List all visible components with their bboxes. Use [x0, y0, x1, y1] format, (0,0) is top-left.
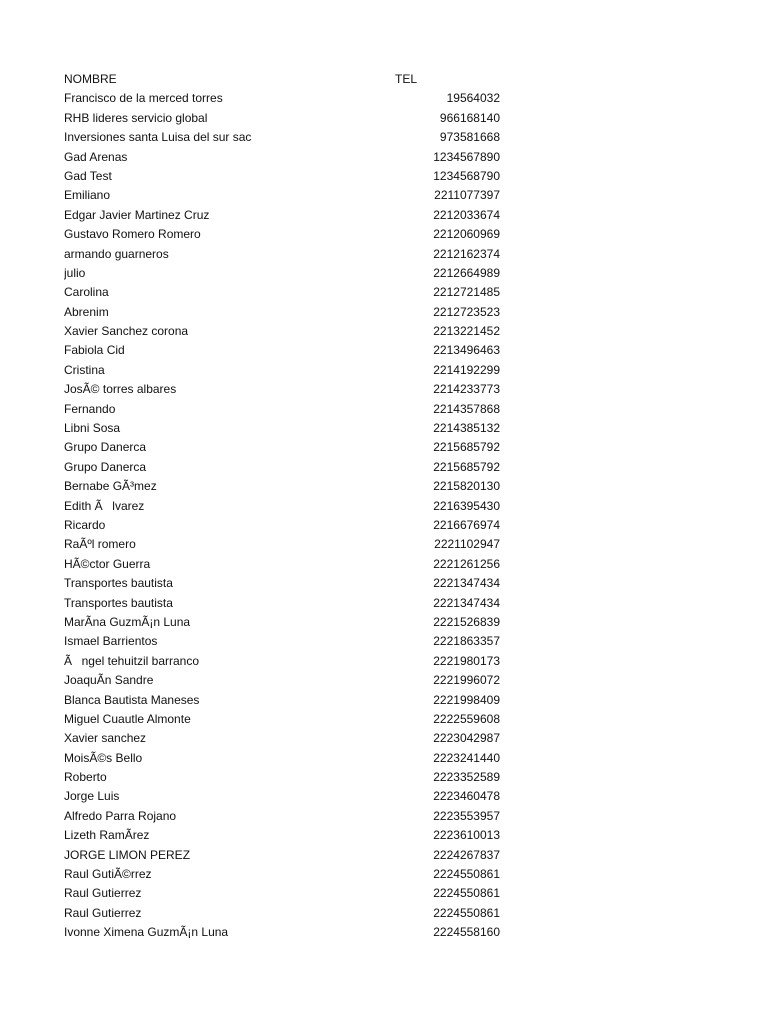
contact-name: Gustavo Romero Romero: [64, 227, 201, 242]
contact-name: Xavier Sanchez corona: [64, 324, 189, 339]
table-row: [64, 186, 504, 205]
table-row: [64, 245, 504, 264]
contact-tel: 2213496463: [433, 343, 500, 358]
table-row: [64, 438, 504, 457]
table-row: [64, 322, 504, 341]
contact-name: Edgar Javier Martinez Cruz: [64, 207, 210, 222]
contact-name: Fabiola Cid: [64, 343, 125, 358]
table-row: [64, 594, 504, 613]
table-row: [64, 167, 504, 186]
table-row: [64, 904, 504, 923]
table-row: [64, 710, 504, 729]
contact-tel: 2214233773: [433, 382, 500, 397]
table-row: [64, 89, 504, 108]
table-row: [64, 148, 504, 167]
contact-name: julio: [64, 265, 86, 280]
column-header-name: NOMBRE: [64, 72, 117, 86]
table-row: [64, 846, 504, 865]
contact-tel: 2223460478: [433, 789, 500, 804]
contact-tel: 973581668: [439, 130, 500, 145]
table-row: [64, 380, 504, 399]
contact-name: armando guarneros: [64, 246, 169, 261]
contact-name: MoisÃ©s Bello: [64, 750, 143, 765]
contact-tel: 2224558160: [433, 925, 500, 940]
contact-name: JoaquÃn Sandre: [64, 673, 154, 688]
contact-tel: 19564032: [446, 91, 500, 106]
contact-tel: 2212060969: [433, 227, 500, 242]
contact-tel: 2224550861: [433, 867, 500, 882]
contact-tel: 2221998409: [433, 692, 500, 707]
contact-name: Francisco de la merced torres: [64, 91, 223, 106]
table-row: [64, 787, 504, 806]
table-row: [64, 652, 504, 671]
contact-name: Grupo Danerca: [64, 440, 147, 455]
table-row: [64, 613, 504, 632]
table-row: [64, 264, 504, 283]
contact-tel: 2223042987: [433, 731, 500, 746]
contact-tel: 2221996072: [433, 673, 500, 688]
contact-name: HÃ©ctor Guerra: [64, 556, 151, 571]
column-header-tel: TEL: [395, 72, 418, 86]
table-row: [64, 400, 504, 419]
contact-name: Ãngel tehuitzil barranco: [64, 653, 200, 668]
contact-name: Gad Test: [64, 168, 112, 183]
contact-name: Gad Arenas: [64, 149, 128, 164]
contact-tel: 2212162374: [433, 246, 500, 261]
contact-tel: 2224550861: [433, 886, 500, 901]
contact-name: Lizeth RamÃrez: [64, 828, 150, 843]
table-row: [64, 477, 504, 496]
table-row: [64, 225, 504, 244]
contact-tel: 1234567890: [433, 149, 500, 164]
table-row: [64, 807, 504, 826]
contact-tel: 2216676974: [433, 517, 500, 532]
table-row: [64, 535, 504, 554]
contact-name: Carolina: [64, 285, 109, 300]
contact-tel: 2212664989: [433, 265, 500, 280]
contact-tel: 2215685792: [433, 459, 500, 474]
contact-name: Inversiones santa Luisa del sur sac: [64, 130, 252, 145]
contact-tel: 2221347434: [433, 595, 500, 610]
contact-name: Ricardo: [64, 517, 106, 532]
contact-name: Transportes bautista: [64, 576, 173, 591]
contact-name: Fernando: [64, 401, 116, 416]
table-row: [64, 826, 504, 845]
table-row: [64, 419, 504, 438]
table-row: [64, 206, 504, 225]
table-row: [64, 361, 504, 380]
table-row: [64, 768, 504, 787]
contact-name: Cristina: [64, 362, 105, 377]
contact-tel: 966168140: [439, 110, 500, 125]
table-row: [64, 729, 504, 748]
contact-tel: 2212723523: [433, 304, 500, 319]
contact-name: RHB lideres servicio global: [64, 110, 208, 125]
contact-name: Raul GutiÃ©rrez: [64, 867, 152, 882]
contact-tel: 2224550861: [433, 905, 500, 920]
contact-name: JORGE LIMON PEREZ: [64, 847, 191, 862]
table-row: [64, 303, 504, 322]
contact-name: Xavier sanchez: [64, 731, 147, 746]
table-row: [64, 749, 504, 768]
contact-tel: 2221347434: [433, 576, 500, 591]
contact-name: Jorge Luis: [64, 789, 120, 804]
table-row: [64, 632, 504, 651]
contact-tel: 2221261256: [433, 556, 500, 571]
contact-name: Abrenim: [64, 304, 109, 319]
contact-tel: 2223241440: [433, 750, 500, 765]
contact-tel: 2221102947: [434, 537, 500, 552]
contact-name: Blanca Bautista Maneses: [64, 692, 200, 707]
contact-name: Raul Gutierrez: [64, 886, 142, 901]
contact-tel: 2215820130: [433, 479, 500, 494]
table-row: [64, 283, 504, 302]
contact-name: Ivonne Ximena GuzmÃ¡n Luna: [64, 925, 229, 940]
contact-table: [64, 70, 504, 943]
table-row: [64, 341, 504, 360]
table-header: [64, 70, 504, 89]
contact-tel: 2216395430: [433, 498, 500, 513]
contact-tel: 2222559608: [433, 711, 500, 726]
contact-tel: 2214357868: [433, 401, 500, 416]
contact-name: RaÃºl romero: [64, 537, 136, 552]
table-row: [64, 574, 504, 593]
contact-tel: 2224267837: [433, 847, 500, 862]
contact-tel: 2221526839: [433, 614, 500, 629]
table-row: [64, 884, 504, 903]
contact-name: Bernabe GÃ³mez: [64, 479, 157, 494]
contact-tel: 2211077397: [434, 188, 500, 203]
contact-tel: 2212033674: [433, 207, 500, 222]
contact-tel: 1234568790: [433, 168, 500, 183]
contact-tel: 2215685792: [433, 440, 500, 455]
table-row: [64, 923, 504, 942]
table-row: [64, 865, 504, 884]
contact-name: Ismael Barrientos: [64, 634, 158, 649]
contact-tel: 2223610013: [433, 828, 500, 843]
contact-name: Alfredo Parra Rojano: [64, 808, 177, 823]
contact-name: Raul Gutierrez: [64, 905, 142, 920]
contact-name: Grupo Danerca: [64, 459, 147, 474]
table-row: [64, 691, 504, 710]
contact-name: Edith Ãlvarez: [64, 498, 145, 513]
contact-tel: 2221980173: [433, 653, 500, 668]
contact-tel: 2213221452: [433, 324, 500, 339]
table-row: [64, 458, 504, 477]
contact-name: MarÃna GuzmÃ¡n Luna: [64, 614, 191, 629]
table-row: [64, 497, 504, 516]
contact-tel: 2212721485: [433, 285, 500, 300]
table-row: [64, 671, 504, 690]
contact-tel: 2223352589: [433, 770, 500, 785]
contact-name: JosÃ© torres albares: [64, 382, 177, 397]
contact-tel: 2221863357: [433, 634, 500, 649]
contact-name: Miguel Cuautle Almonte: [64, 711, 191, 726]
contact-tel: 2214192299: [433, 362, 500, 377]
table-row: [64, 516, 504, 535]
contact-tel: 2214385132: [433, 421, 500, 436]
table-row: [64, 109, 504, 128]
contact-tel: 2223553957: [433, 808, 500, 823]
contact-name: Emiliano: [64, 188, 111, 203]
table-row: [64, 128, 504, 147]
contact-name: Libni Sosa: [64, 421, 121, 436]
contact-name: Transportes bautista: [64, 595, 173, 610]
contact-name: Roberto: [64, 770, 107, 785]
table-row: [64, 555, 504, 574]
table-body: [64, 89, 504, 942]
